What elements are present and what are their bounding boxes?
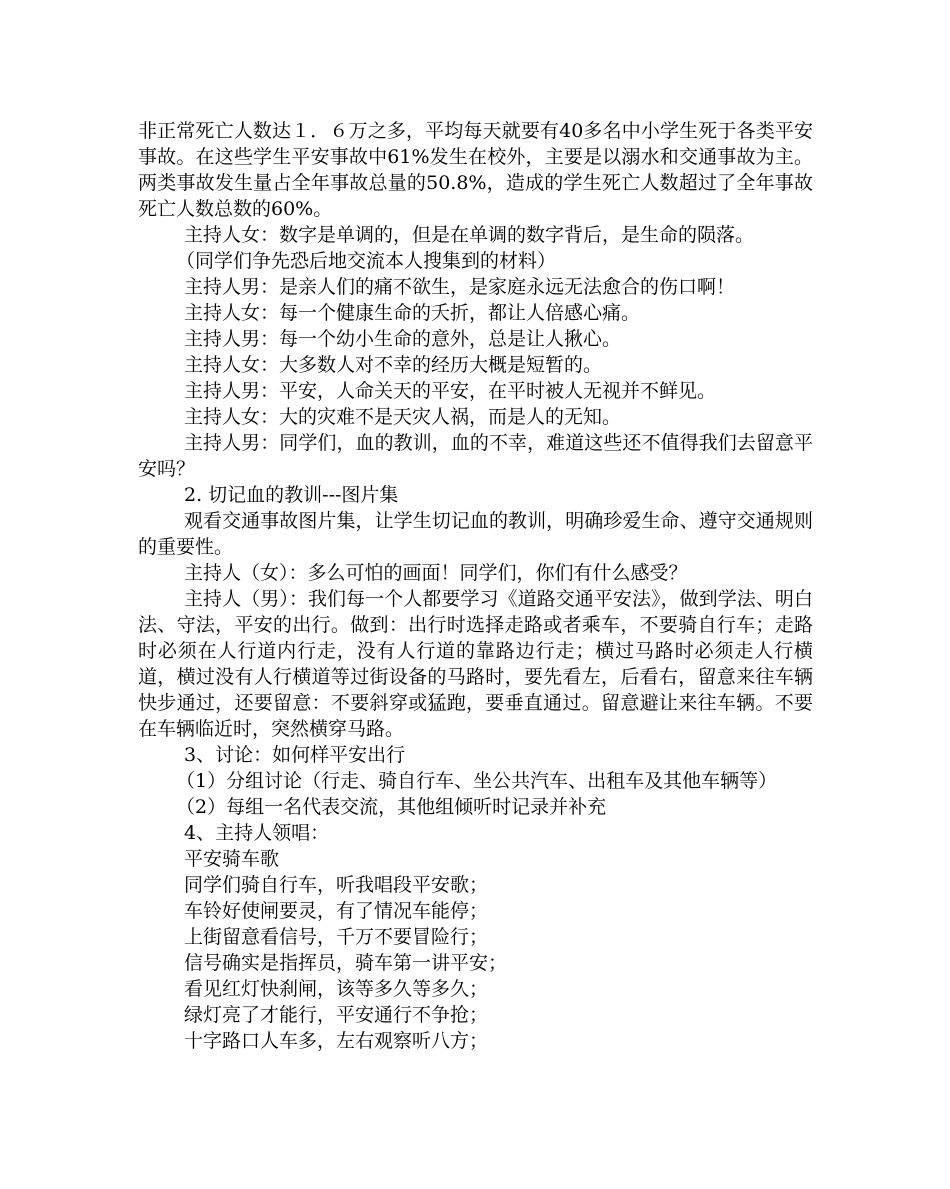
paragraph-picture-set: 观看交通事故图片集，让学生切记血的教训，明确珍爱生命、遵守交通规则的重要性。	[138, 510, 813, 558]
paragraph-host-female-3: 主持人女：大多数人对不幸的经历大概是短暂的。	[184, 354, 603, 376]
paragraph-group-discussion: （1）分组讨论（行走、骑自行车、坐公共汽车、出租车及其他车辆等）	[176, 770, 778, 792]
paragraph-representative-exchange: （2）每组一名代表交流，其他组倾听时记录并补充	[176, 796, 607, 818]
song-title: 平安骑车歌	[184, 848, 280, 870]
song-line: 同学们骑自行车，听我唱段平安歌；	[184, 874, 489, 896]
section-heading-3: 3、讨论：如何样平安出行	[184, 744, 406, 766]
paragraph-students-exchange: （同学们争先恐后地交流本人搜集到的材料）	[176, 250, 557, 272]
song-line: 上街留意看信号，千万不要冒险行；	[184, 926, 489, 948]
paragraph-host-male-4: 主持人男：同学们，血的教训，血的不幸，难道这些还不值得我们去留意平安吗？	[138, 432, 813, 480]
song-line: 看见红灯快刹闸，该等多久等多久；	[184, 978, 489, 1000]
paragraph-host-male-2: 主持人男：每一个幼小生命的意外，总是让人揪心。	[184, 328, 622, 350]
section-heading-2: 2. 切记血的教训---图片集	[184, 484, 399, 506]
paragraph-host-male-1: 主持人男：是亲人们的痛不欲生，是家庭永远无法愈合的伤口啊！	[184, 276, 736, 298]
song-line: 车铃好使闸要灵，有了情况车能停；	[184, 900, 489, 922]
song-line: 十字路口人车多，左右观察听八方；	[184, 1030, 489, 1052]
paragraph-host-female-5: 主持人（女）：多么可怕的画面！同学们，你们有什么感受？	[184, 562, 688, 584]
song-line: 信号确实是指挥员，骑车第一讲平安；	[184, 952, 508, 974]
song-line: 绿灯亮了才能行，平安通行不争抢；	[184, 1004, 489, 1026]
paragraph-host-female-2: 主持人女：每一个健康生命的夭折，都让人倍感心痛。	[184, 302, 641, 324]
section-heading-4: 4、主持人领唱：	[184, 822, 330, 844]
paragraph-host-female-1: 主持人女：数字是单调的，但是在单调的数字背后，是生命的陨落。	[184, 224, 755, 246]
paragraph-host-male-5: 主持人（男）：我们每一个人都要学习《道路交通平安法》，做到学法、明白法、守法，平安的出行。做到：出行时选择走路或者乘车，不要骑自行车；走路时必须在人行道内行走，没有人行道的靠路边行走；横过马路时必须走人行横道，横过没有人行横道等过街设备的马路时，要先看左，后看右，留意来往车辆快步通过，还要留意：不要斜穿或猛跑，要垂直通过。留意避让来往车辆。不要在车辆临近时，突然横穿马路。	[138, 588, 813, 740]
paragraph-statistics: 非正常死亡人数达１．６万之多，平均每天就要有40多名中小学生死于各类平安事故。在这些学生平安事故中61%发生在校外，主要是以溺水和交通事故为主。两类事故发生量占全年事故总量的50.8%，造成的学生死亡人数超过了全年事故死亡人数总数的60%。	[138, 120, 813, 220]
document-page	[138, 118, 813, 1054]
paragraph-host-female-4: 主持人女：大的灾难不是天灾人祸，而是人的无知。	[184, 406, 622, 428]
paragraph-host-male-3: 主持人男：平安，人命关天的平安，在平时被人无视并不鲜见。	[184, 380, 717, 402]
